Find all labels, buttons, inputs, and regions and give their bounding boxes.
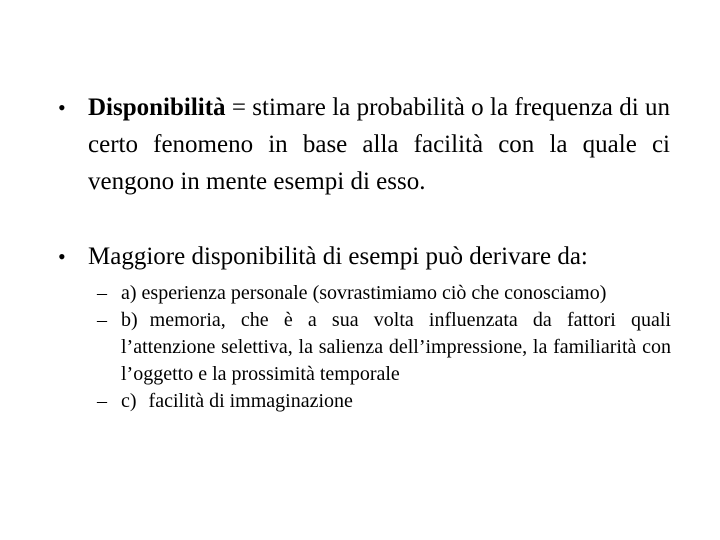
sub-item-a	[97, 280, 671, 307]
bullet-definition: = stimare la probabilità o la frequenza di un certo fenomeno in base alla facilità con la quale ci vengono in mente esempi di esso.	[88, 94, 670, 195]
bullet-maggiore-disponibilita	[58, 238, 670, 275]
sub-item-text: facilità di immaginazione	[148, 390, 353, 412]
bullet-marker: •	[58, 95, 66, 120]
sub-bullet-marker: –	[97, 282, 107, 304]
sub-item-label: b)	[121, 309, 138, 331]
bullet-text: Maggiore disponibilità di esempi può derivare da:	[88, 243, 588, 270]
sub-item-c	[97, 388, 671, 415]
sub-bullet-marker: –	[97, 390, 107, 412]
sub-item-label: c)	[121, 390, 137, 412]
sub-item-text: esperienza personale (sovrastimiamo ciò che conosciamo)	[141, 282, 607, 304]
sub-bullet-marker: –	[97, 309, 107, 331]
bullet-text	[88, 89, 670, 200]
sub-item-label: a)	[121, 282, 137, 304]
bullet-marker: •	[58, 244, 66, 269]
sub-item-b	[97, 307, 671, 388]
sub-item-text: memoria, che è a sua volta influenzata da fattori quali l’attenzione selettiva, la salienza dell’impressione, la familiarità con l’oggetto e la prossimità temporale	[121, 309, 671, 385]
bullet-term: Disponibilità	[88, 94, 226, 121]
sub-list	[97, 280, 671, 415]
bullet-disponibilita	[58, 89, 670, 200]
